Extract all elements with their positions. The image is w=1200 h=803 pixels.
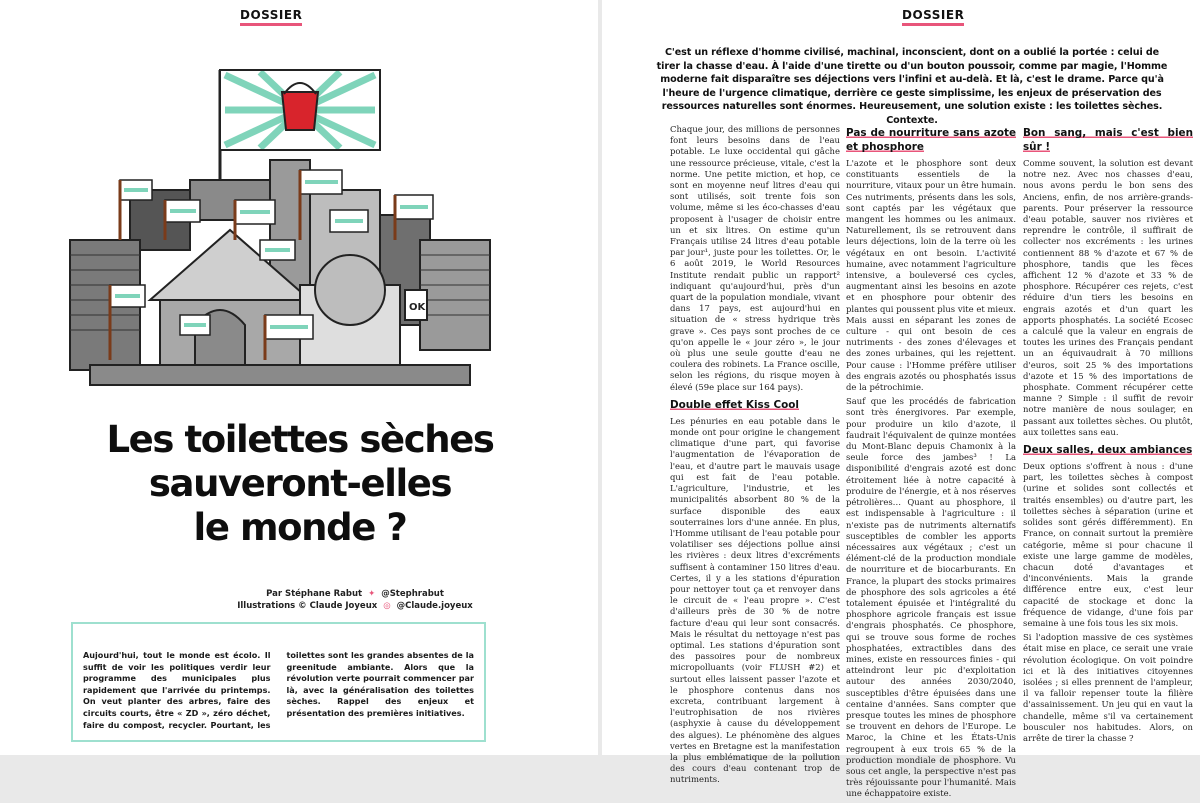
subheading: Bon sang, mais c'est bien sûr !	[1023, 127, 1193, 153]
column-3	[1023, 124, 1193, 747]
column-1	[670, 124, 840, 789]
subheading: Pas de nourriture sans azote et phosphore	[846, 127, 1016, 153]
section-tag: DOSSIER	[240, 8, 302, 26]
subheading: Deux salles, deux ambiances	[1023, 444, 1193, 457]
article-lead: C'est un réflexe d'homme civilisé, machinal, inconscient, dont on a oublié la portée : celui de tirer la chasse d'eau. À l'aide d'une tirette ou d'un bouton poussoir, comme par magie, l'Homme moderne fait disparaître ses déjections vers l'infini et au-delà. Et là, c'est le drame. Parce qu'à l'heure de l'urgence climatique, derrière ce geste simplissime, les enjeux de préservation des ressources naturelles sont énormes. Heureusement, une solution existe : les toilettes sèches. Contexte.	[656, 47, 1168, 126]
paragraph: Sauf que les procédés de fabrication sont très énergivores. Par exemple, pour produire un kilo d'azote, il faudrait l'équivalent de quinze montées du Mont-Blanc depuis Chamonix à la seule force des jambes³ ! La disponibilité d'engrais azoté est donc étroitement liée à notre capacité à produire de l'énergie, et à nos réserves pétrolières… Quant au phosphore, il est indispensable à l'agriculture : il n'existe pas de nutriments alternatifs susceptibles de combler les apports nécessaires aux végétaux ; c'est un élément-clé de la production mondiale de nourriture et de biocarburants. En France, la plupart des stocks primaires de phosphore des sols agricoles a été totalement épuisée et l'intégralité du phosphore agricole français est issue d'engrais phosphatés. Ce phosphore, qui se trouve sous forme de roches phosphatées, extractibles dans des mines, existe en ressources finies - qui atteindront leur pic d'exploitation autour des années 2030/2040, susceptibles d'être épuisées dans une centaine d'années. Sans compter que presque toutes les mines de phosphore se trouvent en dehors de l'Europe. Le Maroc, la Chine et les États-Unis regroupent à eux trois 65 % de la production mondiale de phosphore. Vu sous cet angle, la perspective n'est pas très réjouissante pour l'humanité. Mais une échappatoire existe.	[846, 396, 1016, 799]
paragraph: Si l'adoption massive de ces systèmes était mise en place, ce serait une vraie révolution écologique. On voit poindre ici et là des initiatives citoyennes isolées ; si elles prennent de l'ampleur, il va falloir repenser toute la filière d'assainissement. Un jeu qui en vaut la chandelle, même s'il va certainement bousculer nos habitudes. Alors, on arrête de tirer la chasse ?	[1023, 632, 1193, 743]
city-flag-illustration	[70, 40, 490, 395]
illustrator-credit: Illustrations © Claude Joyeux	[237, 601, 378, 611]
author-handle[interactable]: @Stephrabut	[381, 589, 444, 599]
author-credit: Par Stéphane Rabut	[266, 589, 363, 599]
byline	[150, 588, 560, 612]
ok-sign: OK	[409, 302, 426, 313]
paragraph: Deux options s'offrent à nous : d'une part, les toilettes sèches à compost (urine et solides sont collectés et traités ensembles) ou d'autre part, les toilettes sèches à séparation (urine et solides sont gérés différemment). En France, on connait surtout la première catégorie, même si pour chacune il existe une large gamme de modèles, chacun doté d'avantages et d'inconvénients. Mais la grande différence entre eux, c'est leur capacité de stockage et donc la fréquence de vidange, d'une fois par semaine à une fois tous les six mois.	[1023, 461, 1193, 628]
left-page	[0, 0, 598, 755]
illustrator-handle[interactable]: @Claude.joyeux	[396, 601, 473, 611]
paragraph: L'azote et le phosphore sont deux constituants essentiels de la nourriture, vitaux pour un être humain. Ces nutriments, présents dans les sols, sont captés par les végétaux que mangent les hommes ou les animaux. Naturellement, ils se retrouvent dans leurs déjections, loin de la terre où les végétaux en ont besoin. L'activité humaine, avec notamment l'agriculture intensive, a bouleversé ces cycles, augmentant ainsi les besoins en azote et en phosphore pour obtenir des plantes qui poussent plus vite et mieux. Mais aussi en séparant les zones de culture - qui ont besoin de ces nutriments - des zones d'élevages et des zones urbaines, qui les rejettent. Pour cause : l'Homme préfère utiliser des engrais azotés ou phosphatés issus de la pétrochimie.	[846, 158, 1016, 393]
headline-line-3: le monde ?	[193, 506, 407, 549]
intro-box	[71, 622, 486, 742]
headline-line-2: sauveront-elles	[148, 462, 452, 505]
twitter-icon: ✦	[368, 589, 376, 599]
intro-text: Aujourd'hui, tout le monde est écolo. Il suffit de voir les politiques verdir leur programme des municipales plus rapidement que l'arrivée du printemps. On veut planter des arbres, faire des circuits courts, être « ZD », zéro déchet, faire du compost, recycler. Pourtant, les toilettes sont les grandes absentes de la greenitude ambiante. Alors que la révolution verte pourrait commencer par là, avec la généralisation des toilettes sèches. Rappel des enjeux et présentation des premières initiatives.	[83, 650, 474, 730]
instagram-icon: ◎	[383, 601, 391, 611]
column-2	[846, 124, 1016, 803]
paragraph: Les pénuries en eau potable dans le monde ont pour origine le changement climatique d'une part, qui favorise l'augmentation de l'évaporation de l'eau, et d'autre part le mauvais usage qui est fait de l'eau potable. L'agriculture, l'industrie, et les municipalités absorbent 80 % de la surface disponible des eaux souterraines lors d'une année. En plus, l'Homme utilisant de l'eau potable pour volatiliser ses déjections pollue ainsi les rivières : deux litres d'excréments suffisent à contaminer 150 litres d'eau. Certes, il y a les stations d'épuration pour nettoyer tout ça et renvoyer dans le circuit de « l'eau propre ». C'est d'ailleurs près de 30 % de notre facture d'eau qui leur sont consacrés. Mais le résultat du nettoyage n'est pas optimal. Les stations d'épuration sont des passoires pour de nombreux micropolluants (voir FLUSH #2) et surtout elles laissent passer l'azote et le phosphore contenus dans nos excreta, contribuant largement à l'eutrophisation de nos rivières (asphyxie à cause du développement des algues). Le phénomène des algues vertes en Bretagne est la manifestation la plus emblématique de la pollution des cours d'eau contenant trop de nutriments.	[670, 415, 840, 785]
subheading: Double effet Kiss Cool	[670, 398, 799, 411]
paragraph: Chaque jour, des millions de personnes font leurs besoins dans de l'eau potable. Le luxe occidental qui gâche une ressource précieuse, vitale, c'est la norme. Une petite miction, et hop, ce sont en moyenne neuf litres d'eau qui sont utilisés, soit trente fois son volume, même si les éco-chasses d'eau proposent à l'usager de choisir entre un et six litres. On estime qu'un Français utilise 24 litres d'eau potable par jour¹, juste pour les toilettes. Or, le 6 août 2019, le World Resources Institute rendait public un rapport² indiquant qu'aujourd'hui, près d'un quart de la population mondiale, vivant dans 17 pays, est aujourd'hui en situation de « stress hydrique très grave ». Ces pays sont proches de ce qu'on appelle le « jour zéro », le jour où plus une seule goutte d'eau ne coulera des robinets. La France oscille, selon les régions, du risque moyen à élevé (59e place sur 164 pays).	[670, 124, 840, 392]
paragraph: Comme souvent, la solution est devant notre nez. Avec nos chasses d'eau, nous avons perdu le bon sens des Anciens, enfin, de nos arrière-grands-parents. Pour préserver la ressource d'eau potable, sauver nos rivières et reprendre le contrôle, il suffirait de collecter nos excréments : les urines contiennent 88 % d'azote et 67 % de phosphore, tandis que les fèces affichent 12 % d'azote et 33 % de phosphore. Récupérer ces rejets, c'est réduire d'un tiers les besoins en engrais azotés et d'un quart les apports phosphatés. La société Ecosec a calculé que la valeur en engrais de toutes les urines des Français pendant un an équivaudrait à 70 millions d'euros, soit 25 % des importations d'azote et 15 % des importations de phosphate. Comment récupérer cette manne ? Simple : il suffit de revoir notre manière de nous soulager, en passant aux toilettes sèches. Ou plutôt, aux toilettes sans eau.	[1023, 158, 1193, 437]
article-headline	[40, 418, 560, 550]
section-tag: DOSSIER	[902, 8, 964, 26]
headline-line-1: Les toilettes sèches	[106, 418, 494, 461]
right-page	[602, 0, 1200, 799]
